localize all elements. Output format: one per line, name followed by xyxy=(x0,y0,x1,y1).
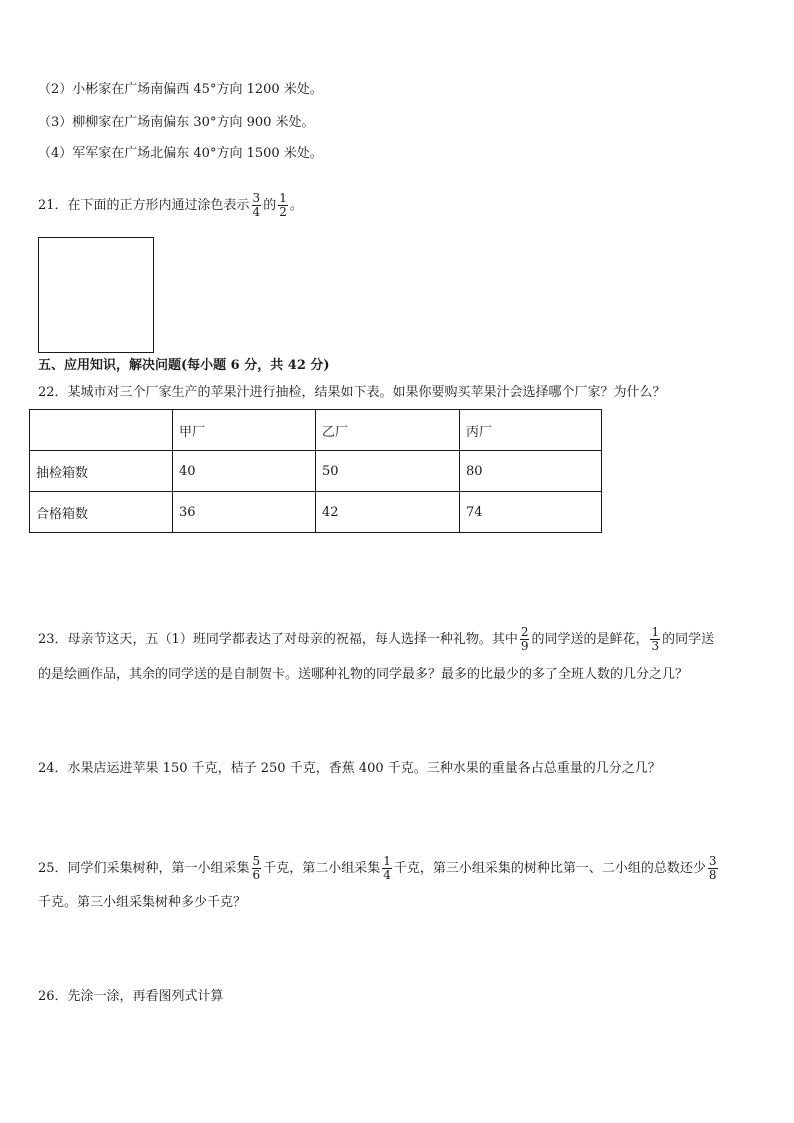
question-20-item-4: （4）军军家在广场北偏东 40°方向 1500 米处。 xyxy=(38,146,323,161)
table-cell: 40 xyxy=(173,451,316,492)
section-5-heading: 五、应用知识，解决问题(每小题 6 分，共 42 分) xyxy=(38,358,330,373)
question-25: 25．同学们采集树种，第一小组采集 $\frac{5}{6}$ 千克，第二小组采集 $\frac{1}{4}$ 千克，第三小组采集的树种比第一、二小组的总数还少 $\frac{3}{8}$ xyxy=(38,854,717,882)
fraction-three-quarters: $\frac{3}{4}$ xyxy=(252,191,261,219)
apple-juice-table xyxy=(29,409,602,533)
table-header-cell: 乙厂 xyxy=(316,410,460,451)
question-21: 21．在下面的正方形内通过涂色表示 $\frac{3}{4}$ 的 $\frac{1}{2}$ 。 xyxy=(38,191,303,219)
fraction-one-half: $\frac{1}{2}$ xyxy=(279,191,287,219)
table-cell: 80 xyxy=(460,451,602,492)
fraction-one-quarter: $\frac{1}{4}$ xyxy=(383,854,391,882)
fraction-three-eighths: $\frac{3}{8}$ xyxy=(708,854,717,882)
question-24: 24．水果店运进苹果 150 千克，桔子 250 千克，香蕉 400 千克。三种水果的重量各占总重量的几分之几？ xyxy=(38,761,661,776)
table-header-row xyxy=(30,410,602,451)
question-21-text: 21．在下面的正方形内通过涂色表示 xyxy=(38,198,250,213)
question-20-item-3: （3）柳柳家在广场南偏东 30°方向 900 米处。 xyxy=(38,115,315,130)
fraction-one-third: $\frac{1}{3}$ xyxy=(651,625,660,653)
table-row xyxy=(30,492,602,533)
table-header-cell: 甲厂 xyxy=(173,410,316,451)
table-cell: 50 xyxy=(316,451,460,492)
table-cell: 合格箱数 xyxy=(30,492,173,533)
question-20-item-2: （2）小彬家在广场南偏西 45°方向 1200 米处。 xyxy=(38,82,323,97)
table-cell: 42 xyxy=(316,492,460,533)
coloring-square[interactable] xyxy=(38,237,154,353)
table-cell: 74 xyxy=(460,492,602,533)
fraction-five-sixths: $\frac{5}{6}$ xyxy=(252,854,261,882)
question-25-line-2: 千克。第三小组采集树种多少千克？ xyxy=(38,895,247,910)
question-22: 22．某城市对三个厂家生产的苹果汁进行抽检，结果如下表。如果你要购买苹果汁会选择哪个厂家？为什么？ xyxy=(38,385,666,400)
table-row xyxy=(30,451,602,492)
question-23-line-2: 的是绘画作品，其余的同学送的是自制贺卡。送哪种礼物的同学最多？最多的比最少的多了全班人数的几分之几？ xyxy=(38,667,689,682)
table-cell: 抽检箱数 xyxy=(30,451,173,492)
table-cell: 36 xyxy=(173,492,316,533)
table-header-cell xyxy=(30,410,173,451)
question-26: 26．先涂一涂，再看图列式计算 xyxy=(38,989,224,1004)
fraction-two-ninths: $\frac{2}{9}$ xyxy=(520,625,529,653)
table-header-cell: 丙厂 xyxy=(460,410,602,451)
question-23: 23．母亲节这天，五（1）班同学都表达了对母亲的祝福，每人选择一种礼物。其中 $\frac{2}{9}$ 的同学送的是鲜花， $\frac{1}{3}$ 的同学送 xyxy=(38,625,715,653)
